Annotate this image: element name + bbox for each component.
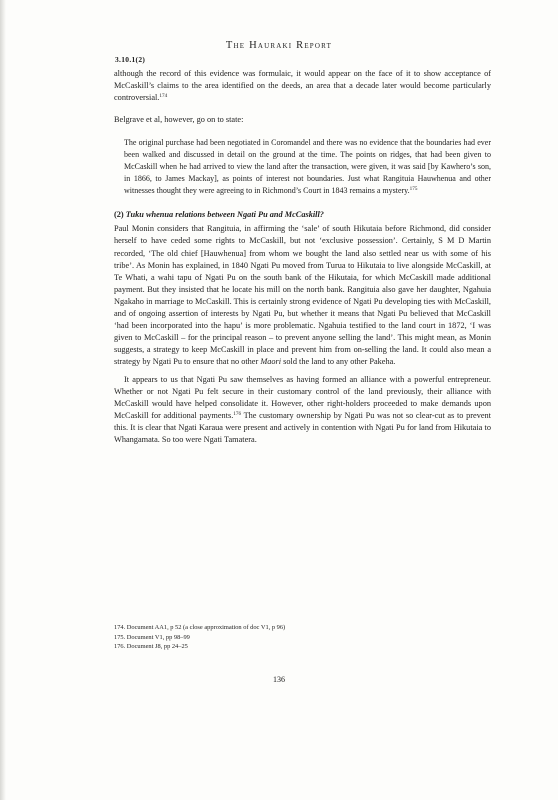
quote-text: The original purchase had been negotiated in Coromandel and there was no evidence that the boundaries had ever been walked and discussed in detail on the ground at the time. The points on ridges, that had been given to McCaskill when he had arrived to view the land after the transaction, were given, it was said [by Kawhero’s son, in 1866, to James Mackay], as points of interest not boundaries. Just what Rangituia Hauwhenua and other witnesses thought they were agreeing to in Richmond’s Court in 1843 remains a mystery. (124, 138, 491, 196)
footnote-ref: 175 (409, 186, 418, 193)
paragraph-text: although the record of this evidence was formulaic, it would appear on the face of it to show acceptance of McCaskill’s claims to the area identified on the deeds, an area that a decade later would become particularly controversial. (114, 69, 491, 103)
footnote: 175. Document V1, pp 98–99 (114, 633, 190, 641)
footnote-ref: 174 (159, 93, 168, 100)
body-paragraph (114, 374, 491, 447)
section-heading (114, 209, 491, 221)
italic-term: Maori (260, 357, 282, 367)
paragraph-text: sold the land to any other Pakeha. (283, 357, 396, 367)
intro-paragraph: Belgrave et al, however, go on to state: (114, 115, 244, 125)
continued-paragraph (114, 68, 491, 104)
page-number: 136 (273, 675, 285, 684)
running-head-text: The Hauraki Report (225, 40, 333, 51)
section-number: 3.10.1(2) (115, 55, 146, 64)
paragraph-text: Paul Monin considers that Rangituia, in affirming the ‘sale’ of south Hikutaia before Richmond, did consider herself to have ceded some rights to McCaskill, but not ‘exclusive possession’. Certainly, S M D Martin recorded, ‘The old chief [Hauwhenua] from whom we bought the land also settled near us with some of his tribe’. As Monin has explained, in 1840 Ngati Pu moved from Turua to Hikutaia to live alongside McCaskill, at Te Whati, a wahi tapu of Ngati Pu on the south bank of the Hikutaia, for which McCaskill made additional payment. But they insisted that he locate his mill on the north bank. Rangituia also gave her daughter, Ngahuia Ngakaho in marriage to McCaskill. This is certainly strong evidence of Ngati Pu developing ties with McCaskill, and of ongoing assertion of interests by Ngati Pu, but whether it means that Ngati Pu believed that McCaskill ‘had been incorporated into the hapu’ is more problematic. Ngahuia testified to the land court in 1872, ‘I was given to McCaskill – for the principal reason – to prevent anyone selling the land’. This might mean, as Monin suggests, a strategy to keep McCaskill in place and prevent him from on-selling the land. It could also mean a strategy by Ngati Pu to ensure that no other (114, 224, 491, 367)
page-body (114, 68, 491, 446)
heading-text: Tuku whenua relations between Ngati Pu and McCaskill? (125, 210, 324, 220)
footnote: 176. Document J8, pp 24–25 (114, 643, 188, 650)
footnote: 174. Document AA1, p 52 (a close approximation of doc V1, p 96) (114, 624, 286, 631)
running-head (0, 40, 558, 51)
paragraph-text: The customary ownership by Ngati Pu was not so clear-cut as to prevent this. It is clear that Ngati Karaua were present and actively in contention with Ngati Pu for land from Hikutaia to Whangamata. So too were Ngati Tamatera. (114, 410, 491, 444)
footnotes (114, 623, 491, 652)
paragraph-text: It appears to us that Ngati Pu saw themselves as having formed an alliance with a powerful entrepreneur. Whether or not Ngati Pu felt secure in their customary control of the land previously, their alliance with McCaskill would have helped consolidate it. However, other right-holders proceeded to make demands upon McCaskill for additional payments. (114, 374, 491, 420)
block-quote (124, 137, 491, 197)
footnote-ref: 176 (233, 410, 242, 417)
body-paragraph (114, 223, 491, 368)
heading-number: (2) (114, 210, 124, 220)
